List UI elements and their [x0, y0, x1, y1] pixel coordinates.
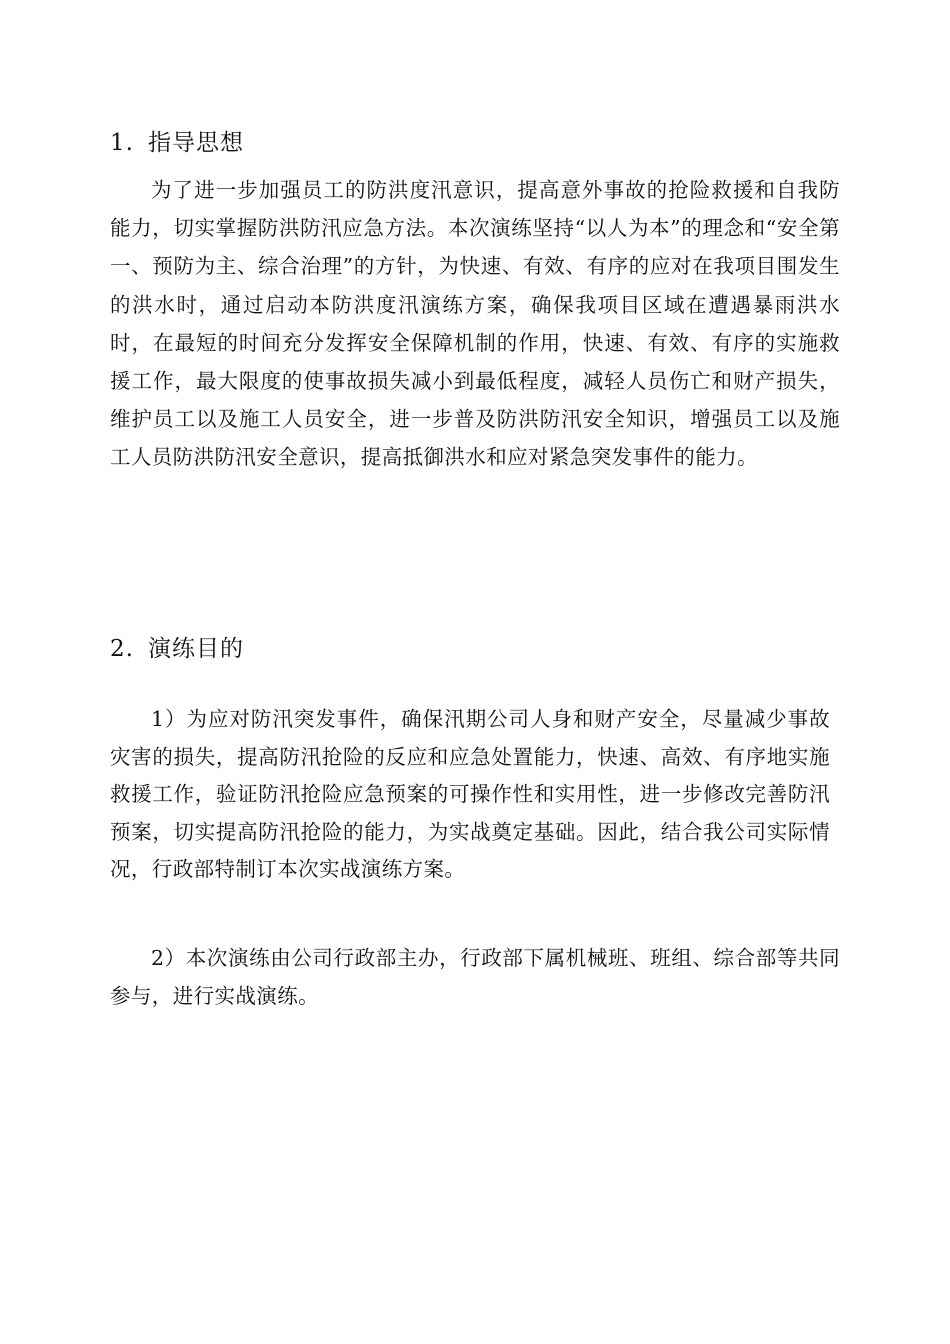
section-2-item-2: 2）本次演练由公司行政部主办，行政部下属机械班、班组、综合部等共同参与，进行实战演练。	[110, 946, 840, 1008]
section-2-title: 演练目的	[148, 636, 244, 662]
section-1-title: 指导思想	[148, 130, 244, 156]
section-1-heading	[110, 128, 244, 158]
section-2-item-1: 1）为应对防汛突发事件，确保汛期公司人身和财产安全，尽量减少事故灾害的损失，提高防汛抢险的反应和应急处置能力，快速、高效、有序地实施救援工作，验证防汛抢险应急预案的可操作性和实用性，进一步修改完善防汛预案，切实提高防汛抢险的能力，为实战奠定基础。因此，结合我公司实际情况，行政部特制订本次实战演练方案。	[110, 707, 830, 881]
section-1-number: 1.	[110, 130, 134, 156]
section-2-heading	[110, 634, 244, 664]
section-2-number: 2.	[110, 636, 134, 662]
section-1-paragraph: 为了进一步加强员工的防洪度汛意识，提高意外事故的抢险救援和自我防能力，切实掌握防洪防汛应急方法。本次演练坚持“以人为本”的理念和“安全第一、预防为主、综合治理”的方针，为快速、有效、有序的应对在我项目围发生的洪水时，通过启动本防洪度汛演练方案，确保我项目区域在遭遇暴雨洪水时，在最短的时间充分发挥安全保障机制的作用，快速、有效、有序的实施救援工作，最大限度的使事故损失减小到最低程度，减轻人员伤亡和财产损失，维护员工以及施工人员安全，进一步普及防洪防汛安全知识，增强员工以及施工人员防洪防汛安全意识，提高抵御洪水和应对紧急突发事件的能力。	[110, 178, 840, 470]
